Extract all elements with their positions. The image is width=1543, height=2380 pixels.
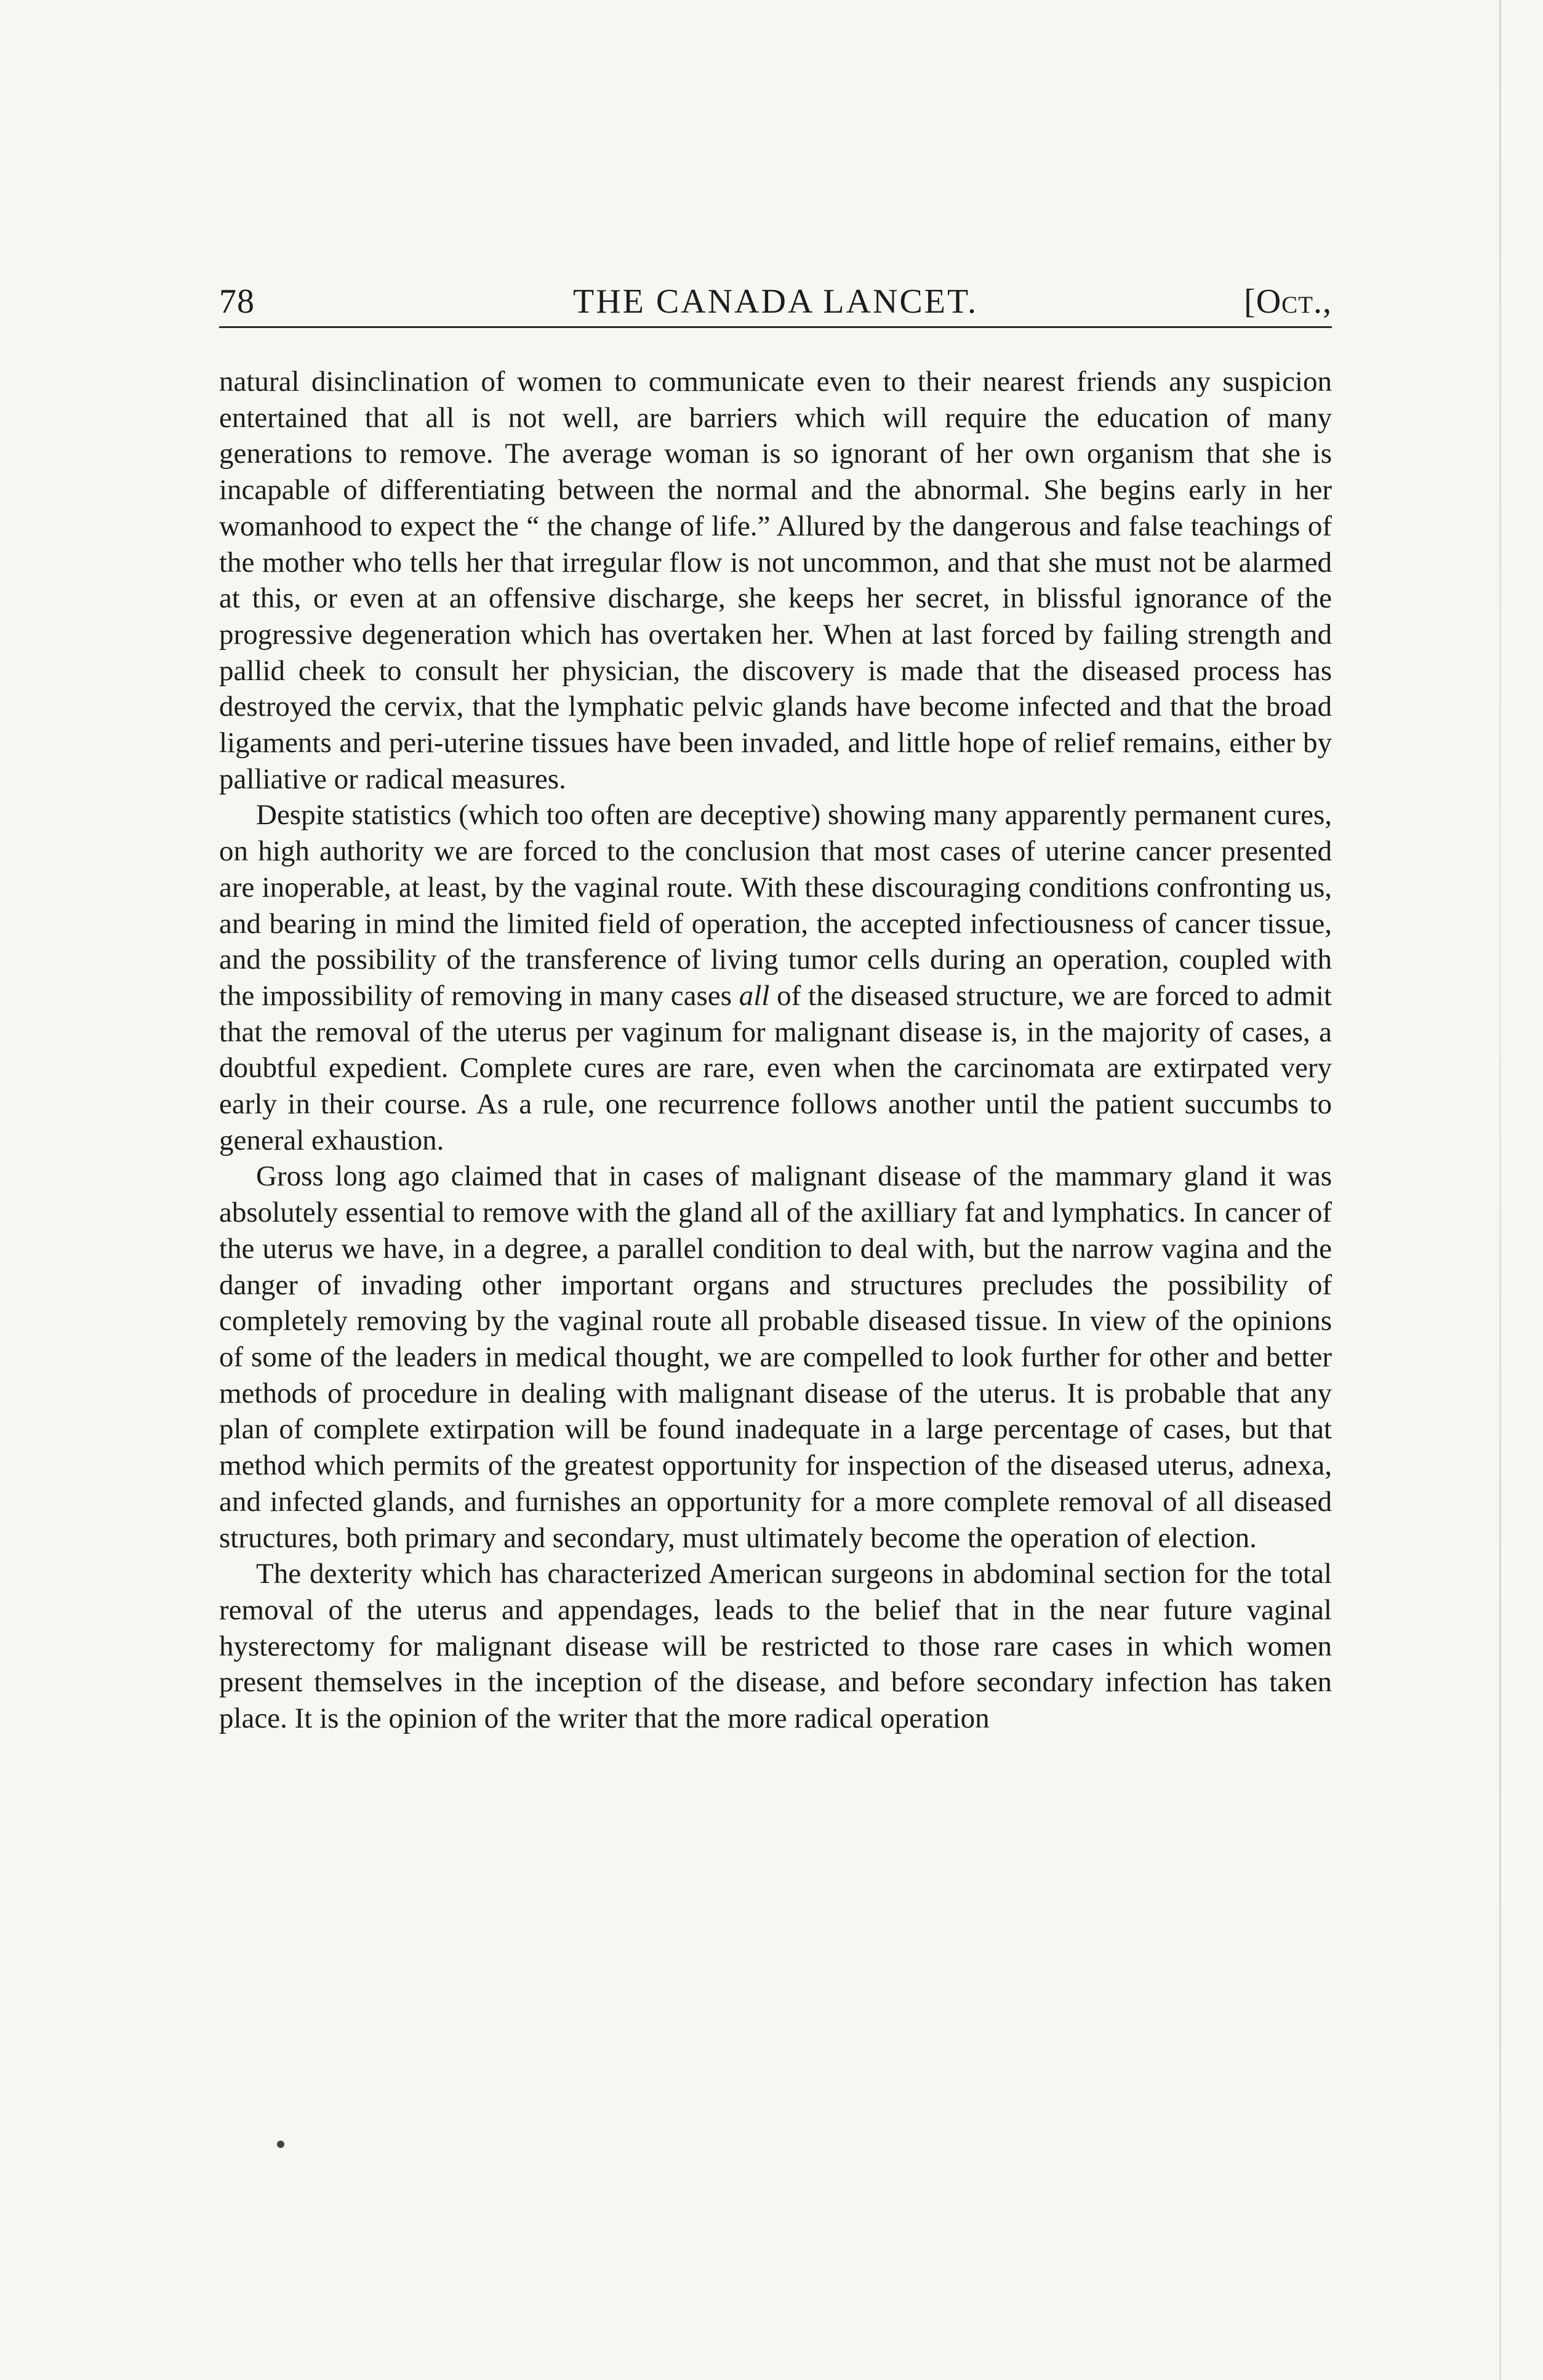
paragraph-3: Gross long ago claimed that in cases of malignant disease of the mammary gland it was absolutely essential to remove with the gland all of the axilliary fat and lymphatics. In cancer of the uterus we have, in a degree, a parallel condition to deal with, but the narrow vagina and the danger of invading other important organs and structures precludes the possibility of completely removing by the vaginal route all probable diseased tissue. In view of the opinions of some of the leaders in medical thought, we are compelled to look further for other and better methods of procedure in dealing with malignant disease of the uterus. It is probable that any plan of complete extirpation will be found inadequate in a large percentage of cases, but that method which permits of the greatest opportunity for inspection of the diseased uterus, adnexa, and infected glands, and furnishes an opportunity for a more complete removal of all diseased structures, both primary and secondary, must ultimately become the operation of election. (219, 1160, 1332, 1554)
running-header (219, 271, 1332, 328)
paragraph-4: The dexterity which has characterized American surgeons in abdominal section for the total removal of the uterus and appendages, leads to the belief that in the near future vaginal hysterectomy for malignant disease will be restricted to those rare cases in which women present themselves in the inception of the disease, and before secondary infection has taken place. It is the opinion of the writer that the more radical operation (219, 1558, 1332, 1735)
article-body (219, 364, 1332, 1737)
page-number: 78 (219, 282, 255, 321)
paragraph-1: natural disinclination of women to communicate even to their nearest friends any suspicion entertained that all is not well, are barriers which will require the education of many generations to remove. The average woman is so ignorant of her own organism that she is incapable of differentiating between the normal and the abnormal. She begins early in her womanhood to expect the “ the change of life.” Allured by the dangerous and false teachings of the mother who tells her that irregular flow is not uncommon, and that she must not be alarmed at this, or even at an offensive discharge, she keeps her secret, in blissful ignorance of the progressive degeneration which has overtaken her. When at last forced by failing strength and pallid cheek to consult her physician, the discovery is made that the diseased process has destroyed the cervix, that the lymphatic pelvic glands have become infected and that the broad ligaments and peri-uterine tissues have been invaded, and little hope of relief remains, either by palliative or radical measures. (219, 366, 1332, 795)
journal-page (219, 271, 1332, 1737)
journal-title: THE CANADA LANCET. (572, 282, 979, 321)
paragraph-2 (219, 797, 1332, 1158)
paragraph-2-emphasis: all (739, 979, 770, 1012)
paragraph-2-text-before: Despite statistics (which too often are deceptive) showing many apparently permanent cures, on high authority we are forced to the conclusion that most cases of uterine cancer presented are inoperable, at least, by the vaginal route. With these discouraging conditions confronting us, and bearing in mind the limited field of operation, the accepted infectiousness of cancer tissue, and the possibility of the transference of living tumor cells during an operation, coupled with the impossibility of removing in many cases (219, 799, 1332, 1012)
paragraph-2-text-after: of the diseased structure, we are forced to admit that the removal of the uterus per vaginum for malignant disease is, in the majority of cases, a doubtful expedient. Complete cures are rare, even when the carcinomata are extirpated very early in their course. As a rule, one recurrence follows another until the patient succumbs to general exhaustion. (219, 979, 1332, 1156)
page-edge-line (1499, 0, 1501, 2380)
issue-month: [Oct., (1244, 282, 1332, 321)
ink-mark (277, 2141, 284, 2148)
